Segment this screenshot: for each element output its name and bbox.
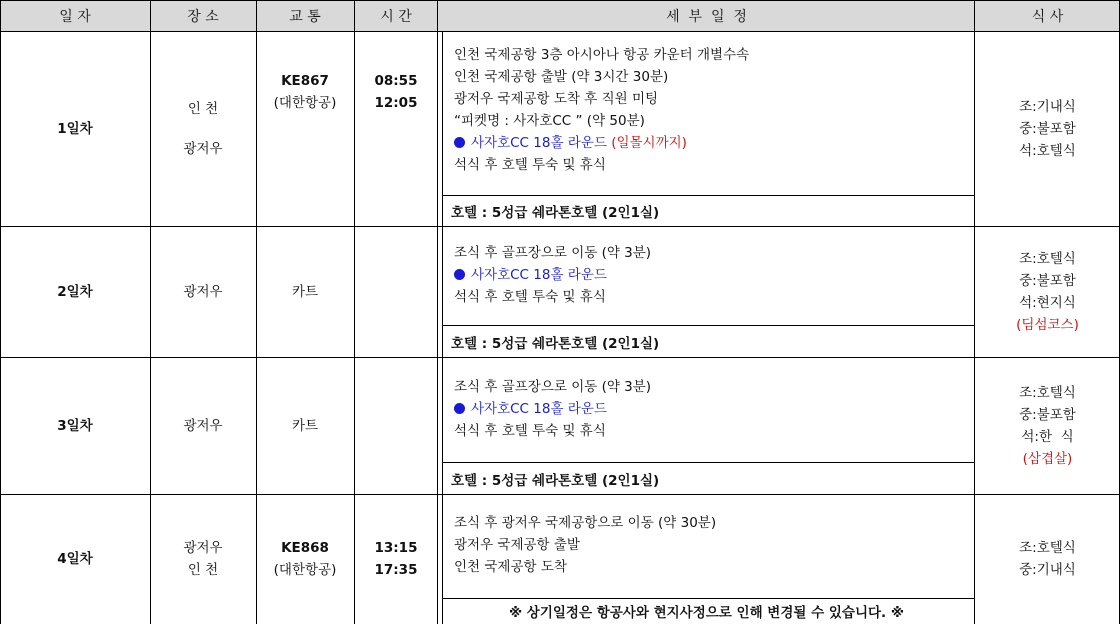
place: 광저우 [183, 540, 223, 556]
day-2-hotel: 호텔 : 5성급 쉐라톤호텔 (2인1실) [451, 335, 660, 352]
meal-item: 중:기내식 [1019, 562, 1076, 578]
grid-line [0, 0, 1, 624]
detail-line: 광저우 국제공항 출발 [454, 537, 580, 553]
place: 인 천 [187, 562, 219, 578]
round-text: 사자호CC 18홀 라운드 [471, 401, 607, 417]
day-4-footnote: ※ 상기일정은 항공사와 현지사정으로 인해 변경될 수 있습니다. ※ [508, 605, 904, 621]
detail-line: 조식 후 골프장으로 이동 (약 3분) [454, 245, 652, 261]
place: 광저우 [183, 140, 223, 157]
round-line [454, 132, 749, 154]
day-1-label: 1일차 [57, 120, 93, 137]
header-transport: 교 통 [256, 0, 354, 31]
meal-item: 중:불포함 [1019, 272, 1076, 289]
detail-line: 조식 후 광저우 국제공항으로 이동 (약 30분) [454, 515, 717, 531]
airline: (대한항공) [273, 95, 337, 111]
place: 인 천 [187, 100, 219, 117]
detail-line: 인천 국제공항 출발 (약 3시간 30분) [454, 69, 669, 85]
meal-item: 조:호텔식 [1019, 250, 1076, 267]
round-text: 사자호CC 18홀 라운드 [471, 267, 607, 283]
grid-line [0, 226, 1120, 227]
meal-item: 석:한 식 [1021, 428, 1074, 445]
round-line [454, 264, 651, 286]
day-4-details [454, 512, 716, 578]
bullet-icon [454, 269, 465, 280]
day-3-meals [975, 357, 1120, 494]
detail-line: 조식 후 골프장으로 이동 (약 3분) [454, 379, 652, 395]
meal-note: (삼겹살) [1022, 450, 1073, 467]
time-depart: 08:55 [374, 73, 418, 89]
place: 광저우 [183, 283, 223, 300]
grid-line [0, 0, 1120, 1]
grid-line [354, 0, 355, 624]
detail-line: 석식 후 호텔 투숙 및 휴식 [454, 157, 606, 173]
grid-line [0, 31, 1120, 32]
detail-line: 인천 국제공항 3층 아시아나 항공 카운터 개별수속 [454, 47, 750, 63]
header-place: 장 소 [150, 0, 256, 31]
day-1-meals [975, 31, 1120, 226]
grid-line [256, 0, 257, 624]
day-4-places [150, 494, 256, 624]
detail-line: 인천 국제공항 도착 [454, 559, 567, 575]
day-4-transport [256, 494, 354, 624]
place: 광저우 [183, 417, 223, 434]
grid-line [0, 357, 1120, 358]
meal-item: 조:호텔식 [1019, 384, 1076, 401]
grid-line [442, 195, 975, 196]
round-note: (일몰시까지) [611, 135, 687, 151]
meal-item: 중:불포함 [1019, 120, 1076, 137]
day-2-transport [256, 226, 354, 357]
meal-note: (딤섬코스) [1016, 316, 1079, 333]
detail-line: 석식 후 호텔 투숙 및 휴식 [454, 423, 606, 439]
day-4-meals [975, 494, 1120, 624]
day-3-hotel: 호텔 : 5성급 쉐라톤호텔 (2인1실) [451, 472, 660, 489]
day-4-times [354, 494, 438, 624]
day-1-places [150, 31, 256, 226]
bullet-icon [454, 403, 465, 414]
time-depart: 13:15 [374, 540, 418, 556]
day-2-details [454, 242, 651, 308]
grid-line [437, 0, 438, 624]
header-time: 시 간 [354, 0, 438, 31]
detail-line: “피켓명 : 사자호CC ” (약 50분) [454, 113, 645, 129]
meal-item: 조:기내식 [1019, 98, 1076, 115]
flight-number: KE868 [281, 540, 329, 556]
header-day: 일 자 [0, 0, 150, 31]
day-1-hotel: 호텔 : 5성급 쉐라톤호텔 (2인1실) [451, 205, 660, 221]
day-4-label: 4일차 [57, 551, 93, 567]
transport-mode: 카트 [291, 417, 319, 434]
airline: (대한항공) [273, 562, 337, 578]
grid-line [150, 0, 151, 624]
day-3-transport [256, 357, 354, 494]
day-3-places [150, 357, 256, 494]
time-arrive: 17:35 [374, 562, 418, 578]
day-1-transport [256, 31, 354, 153]
day-2-label: 2일차 [57, 283, 93, 300]
header-detail: 세 부 일 정 [438, 0, 975, 31]
grid-line [442, 325, 975, 326]
meal-item: 조:호텔식 [1019, 540, 1076, 556]
detail-line: 광저우 국제공항 도착 후 직원 미팅 [454, 91, 659, 107]
grid-line [442, 598, 975, 599]
grid-line [442, 31, 443, 624]
grid-line [0, 494, 1120, 495]
round-text: 사자호CC 18홀 라운드 [471, 135, 607, 151]
transport-mode: 카트 [291, 283, 319, 300]
header-meal: 식 사 [975, 0, 1120, 31]
flight-number: KE867 [281, 73, 329, 89]
day-1-times [354, 31, 438, 153]
meal-item: 석:현지식 [1019, 294, 1076, 311]
day-3-label: 3일차 [57, 417, 93, 434]
time-arrive: 12:05 [374, 95, 418, 111]
grid-line [442, 462, 975, 463]
meal-item: 중:불포함 [1019, 406, 1076, 423]
detail-line: 석식 후 호텔 투숙 및 휴식 [454, 289, 606, 305]
day-2-meals [975, 226, 1120, 357]
round-line [454, 398, 651, 420]
day-3-details [454, 376, 651, 442]
bullet-icon [454, 137, 465, 148]
meal-item: 석:호텔식 [1019, 142, 1076, 159]
day-1-details [454, 44, 749, 176]
grid-line [974, 0, 975, 624]
day-2-places [150, 226, 256, 357]
